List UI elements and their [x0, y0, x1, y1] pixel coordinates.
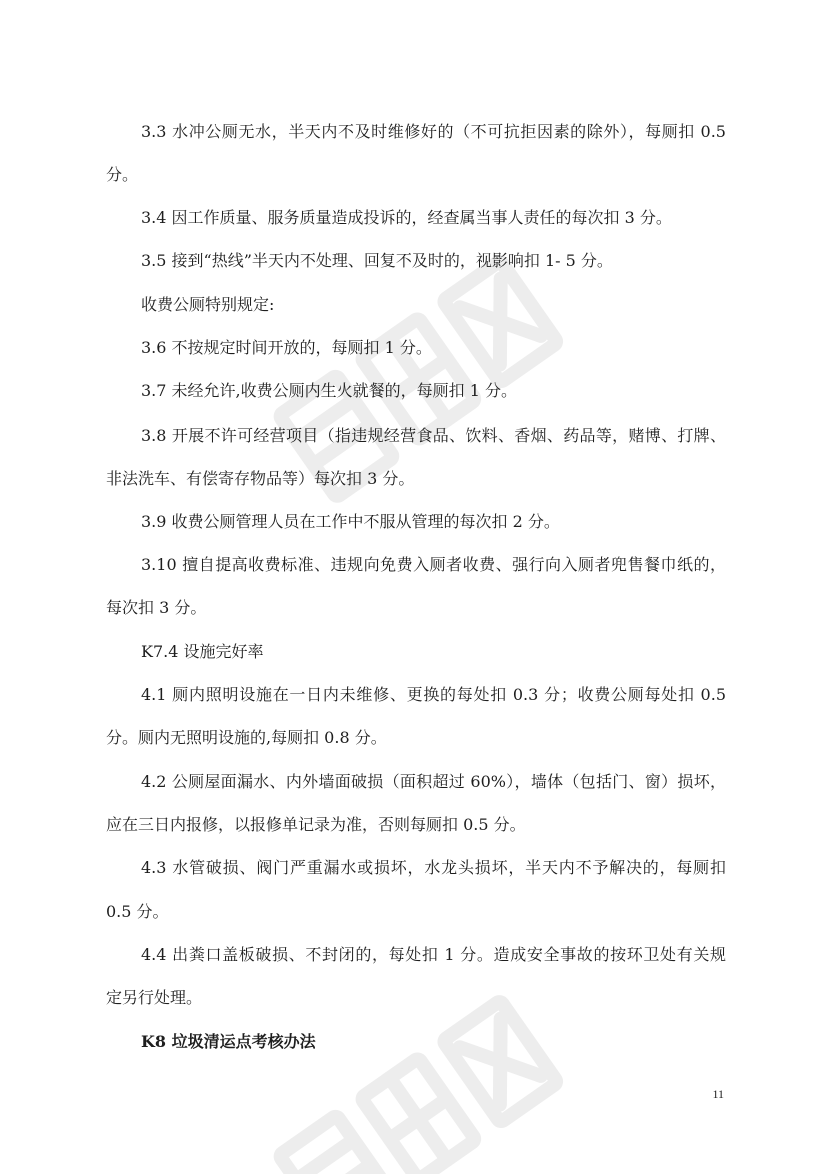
section-heading-k7-4: K7.4 设施完好率: [141, 642, 264, 661]
paragraph-4-1-line-2: 分。厕内无照明设施的,每厕扣 0.8 分。: [106, 728, 387, 747]
paragraph-3-5: 3.5 接到“热线”半天内不处理、回复不及时的，视影响扣 1- 5 分。: [141, 251, 613, 270]
paragraph-4-2-line-2: 应在三日内报修，以报修单记录为准，否则每厕扣 0.5 分。: [106, 815, 526, 834]
paragraph-4-4-line-1: 4.4 出粪口盖板破损、不封闭的，每处扣 1 分。造成安全事故的按环卫处有关规: [141, 945, 726, 964]
paragraph-3-6: 3.6 不按规定时间开放的，每厕扣 1 分。: [141, 338, 432, 357]
section-heading-paid-toilets: 收费公厕特别规定:: [141, 295, 275, 314]
page-number: 11: [712, 1087, 724, 1101]
paragraph-4-3-line-1: 4.3 水管破损、阀门严重漏水或损坏，水龙头损坏，半天内不予解决的，每厕扣: [141, 858, 726, 877]
paragraph-3-10-line-1: 3.10 擅自提高收费标准、违规向免费入厕者收费、强行向入厕者兜售餐巾纸的，: [141, 555, 726, 574]
paragraph-3-3-line-1: 3.3 水冲公厕无水，半天内不及时维修好的（不可抗拒因素的除外），每厕扣 0.5: [141, 122, 726, 141]
section-heading-k8: K8 垃圾清运点考核办法: [141, 1032, 316, 1051]
paragraph-4-3-line-2: 0.5 分。: [106, 902, 169, 921]
paragraph-4-1-line-1: 4.1 厕内照明设施在一日内未维修、更换的每处扣 0.3 分；收费公厕每处扣 0.5: [141, 685, 726, 704]
paragraph-3-9: 3.9 收费公厕管理人员在工作中不服从管理的每次扣 2 分。: [141, 512, 560, 531]
paragraph-3-8-line-2: 非法洗车、有偿寄存物品等）每次扣 3 分。: [106, 469, 415, 488]
paragraph-3-10-line-2: 每次扣 3 分。: [106, 598, 207, 617]
paragraph-4-2-line-1: 4.2 公厕屋面漏水、内外墙面破损（面积超过 60%），墙体（包括门、窗）损坏，: [141, 772, 726, 791]
paragraph-4-4-line-2: 定另行处理。: [106, 988, 203, 1007]
paragraph-3-4: 3.4 因工作质量、服务质量造成投诉的，经查属当事人责任的每次扣 3 分。: [141, 208, 672, 227]
paragraph-3-8-line-1: 3.8 开展不许可经营项目（指违规经营食品、饮料、香烟、药品等，赌博、打牌、: [141, 426, 726, 445]
paragraph-3-7: 3.7 未经允许,收费公厕内生火就餐的，每厕扣 1 分。: [141, 381, 517, 400]
paragraph-3-3-line-2: 分。: [106, 165, 139, 184]
